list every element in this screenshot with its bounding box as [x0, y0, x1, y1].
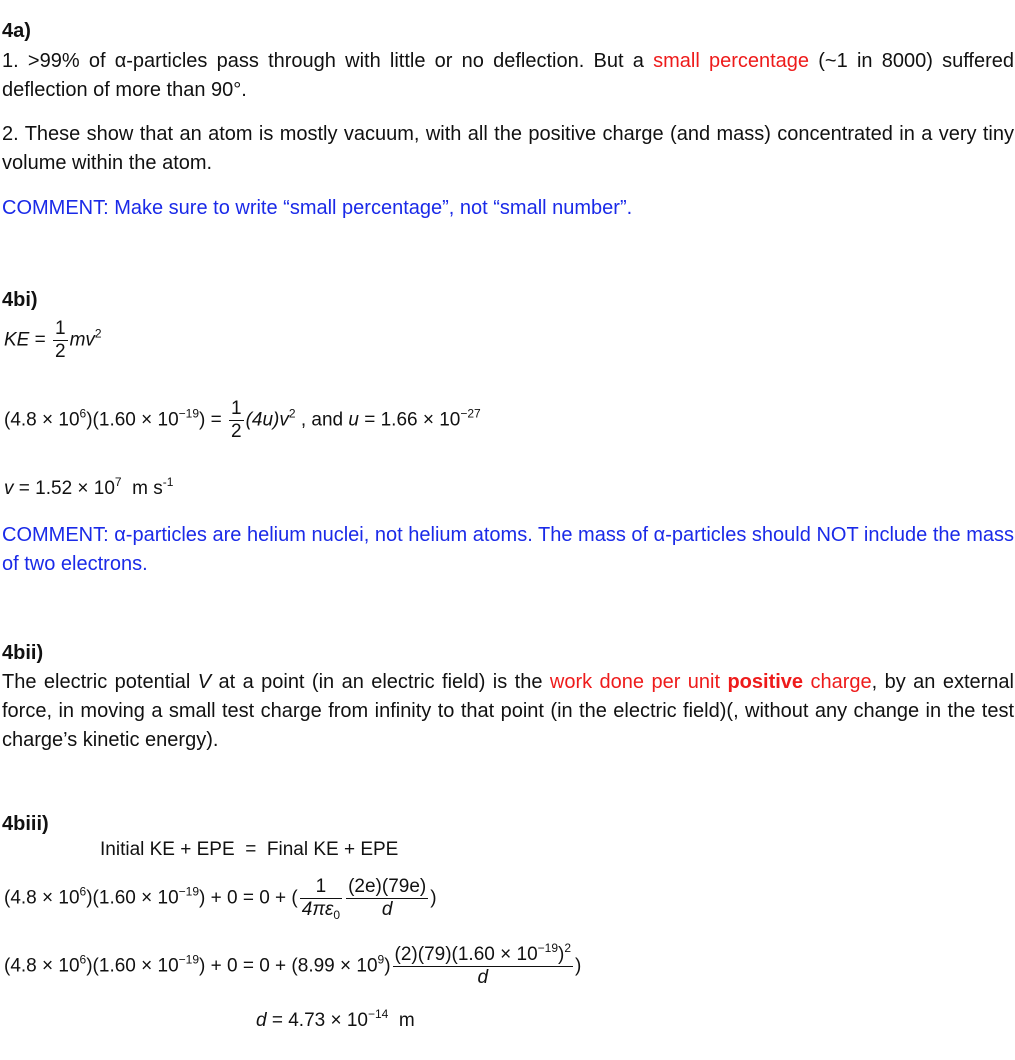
- energy-equation-2: $(4.8 \times 10^6)(1.60 \times 10^{-19}) + 0 = 0 + (8.99 \times 10^9)$ $\frac{(2)(79)(1.60 \times 10^{-19})^2}{d}$ ): [4, 941, 582, 988]
- q4a-point-1: 1. >99% of α-particles pass through with little or no deflection. But a small percentage (~1 in 8000) suffered deflection of more than 90°.: [2, 50, 1014, 101]
- q4a-comment: COMMENT: Make sure to write “small percentage”, not “small number”.: [2, 197, 633, 219]
- potential-definition: The electric potential V at a point (in an electric field) is the work done per unit positive charge, by an external force, in moving a small test charge from infinity to that point (in the electric field)(, without any change in the test charge’s kinetic energy).: [2, 671, 1014, 751]
- distance-result: $d = 4.73 \times 10^{-14}$ m: [256, 1007, 415, 1031]
- velocity-result: $v = 1.52 \times 10^7$ m $s^{-1}$: [4, 475, 174, 499]
- energy-conservation: Initial KE + EPE = Final KE + EPE: [100, 839, 399, 860]
- highlight-work-done: work done per unit positive charge: [549, 671, 872, 693]
- q4bi-comment: COMMENT: α-particles are helium nuclei, not helium atoms. The mass of α-particles should NOT include the mass of two electrons.: [2, 524, 1014, 575]
- charge-over-distance-fraction: $\frac{(2e)(79e)}{d}$: [348, 876, 427, 920]
- half-fraction: $\frac{1}{2}$: [55, 318, 66, 362]
- ke-substitution: $(4.8 \times 10^6)(1.60 \times 10^{-19})$ = $\frac{1}{2}$ $(4u)v^2$ , and $u = 1.66 \times 10^{-27}$: [4, 398, 481, 442]
- q4biii-heading: 4biii): [2, 813, 49, 835]
- ke-formula: KE = $\frac{1}{2}$ $mv^2$: [4, 318, 102, 362]
- q4a-point-2: 2. These show that an atom is mostly vacuum, with all the positive charge (and mass) concentrated in a very tiny volume within the atom.: [2, 123, 1014, 174]
- highlight-small-percentage: small percentage: [653, 50, 810, 72]
- substituted-fraction: $\frac{(2)(79)(1.60 \times 10^{-19})^2}{d}$: [394, 941, 572, 988]
- q4bi-heading: 4bi): [2, 289, 38, 311]
- energy-equation-1: $(4.8 \times 10^6)(1.60 \times 10^{-19}) + 0 = 0$ + ( $\frac{1}{4\pi\varepsilon_0}$ $\frac{(2e)(79e)}{d}$ ): [4, 876, 437, 922]
- q4a-heading: 4a): [2, 20, 31, 42]
- half-fraction-2: $\frac{1}{2}$: [230, 398, 242, 442]
- coulomb-constant-fraction: $\frac{1}{4\pi\varepsilon_0}$: [301, 876, 341, 922]
- q4bii-heading: 4bii): [2, 642, 44, 664]
